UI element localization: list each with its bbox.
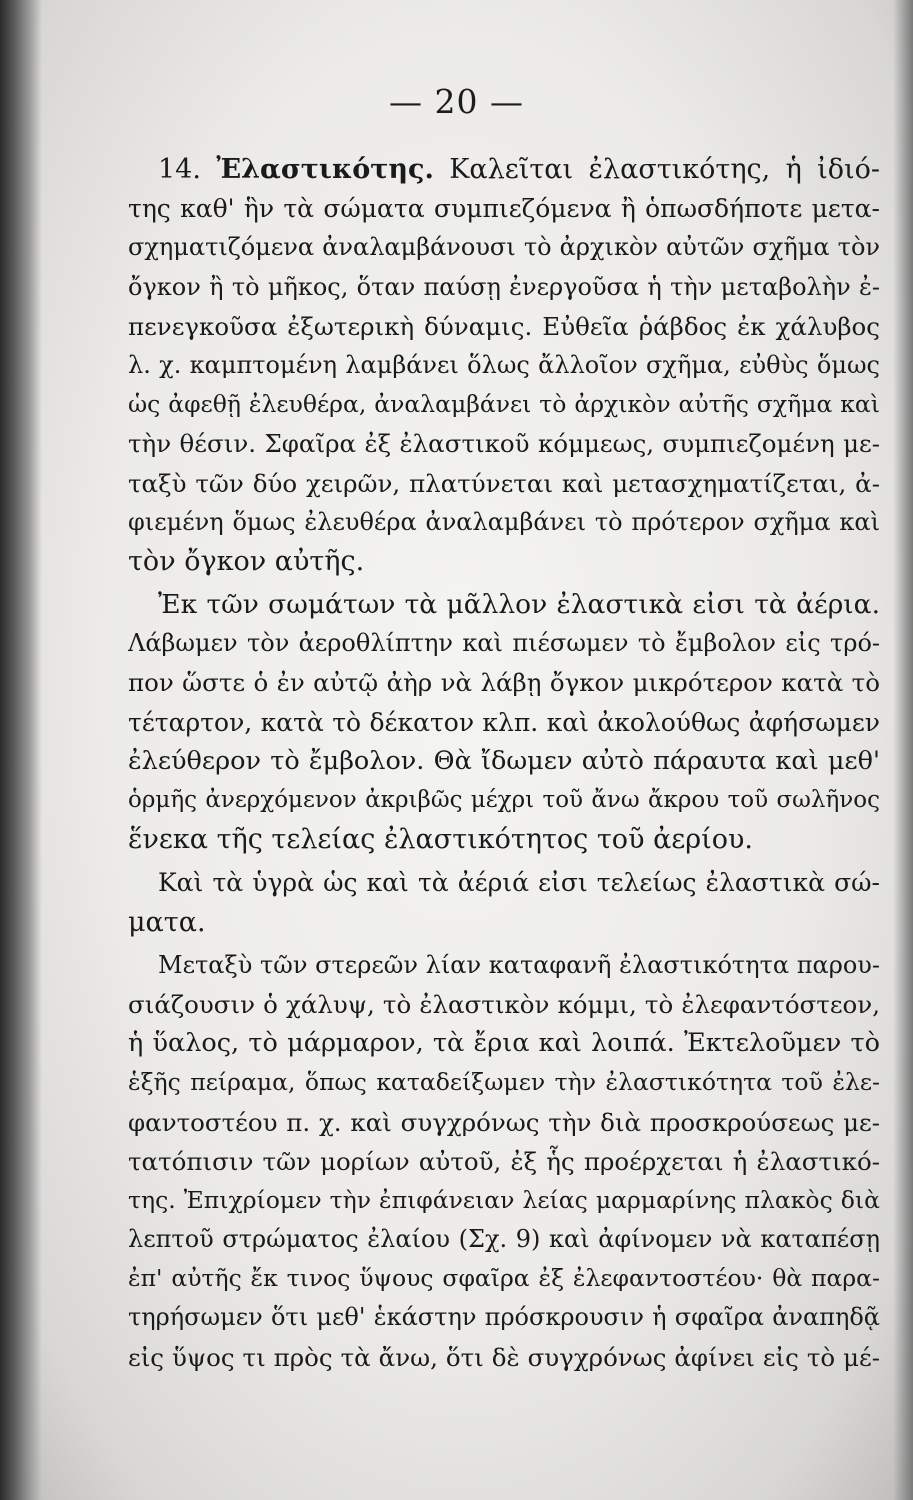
text-line: ἡ ὕαλος, τὸ μάρμαρον, τὰ ἔρια καὶ λοιπά. Ἐκτελοῦμεν τὸ — [128, 1028, 880, 1059]
section-number: 14. — [158, 154, 201, 185]
text-line: τὴν θέσιν. Σφαῖρα ἐξ ἐλαστικοῦ κόμμεως, συμπιεζομένη με- — [128, 429, 880, 459]
page-edge-shadow — [893, 0, 913, 1500]
text-line: ἐπ' αὐτῆς ἔκ τινος ὕψους σφαῖρα ἐξ ἐλεφαντοστέου· θὰ παρα- — [128, 1264, 880, 1293]
text-line: ματα. — [128, 906, 206, 938]
text-line: τηρήσωμεν ὅτι μεθ' ἑκάστην πρόσκρουσιν ἡ σφαῖρα ἀναπηδᾷ — [128, 1303, 880, 1332]
text-line: ὁρμῆς ἀνερχόμενον ἀκριβῶς μέχρι τοῦ ἄνω ἄκρου τοῦ σωλῆνος — [128, 787, 880, 813]
page-number: — 20 — — [389, 82, 524, 121]
text-line: πον ὥστε ὁ ἐν αὐτῷ ἀὴρ νὰ λάβῃ ὄγκον μικρότερον κατὰ τὸ — [128, 668, 880, 698]
text-line: ἕνεκα τῆς τελείας ἐλαστικότητος τοῦ ἀερίου. — [128, 824, 753, 856]
text-line: Καὶ τὰ ὑγρὰ ὡς καὶ τὰ ἀέριά εἰσι τελείως ἐλαστικὰ σώ- — [158, 868, 880, 898]
text-line: εἰς ὕψος τι πρὸς τὰ ἄνω, ὅτι δὲ συγχρόνως ἀφίνει εἰς τὸ μέ- — [128, 1342, 880, 1372]
body-text — [128, 150, 880, 1377]
text-line: φιεμένη ὅμως ἐλευθέρα ἀναλαμβάνει τὸ πρότερον σχῆμα καὶ — [128, 507, 880, 536]
text-line: τέταρτον, κατὰ τὸ δέκατον κλπ. καὶ ἀκολούθως ἀφήσωμεν — [128, 707, 880, 737]
text-line: της. Ἐπιχρίομεν τὴν ἐπιφάνειαν λείας μαρμαρίνης πλακὸς διὰ — [128, 1185, 880, 1214]
page-binding-shadow — [0, 0, 42, 1500]
text-line: Λάβωμεν τὸν ἀεροθλίπτην καὶ πιέσωμεν τὸ ἔμβολον εἰς τρό- — [128, 629, 880, 658]
text-line: Μεταξὺ τῶν στερεῶν λίαν καταφανῆ ἐλαστικότητα παρου- — [158, 950, 880, 979]
text-line: λ. χ. καμπτομένη λαμβάνει ὅλως ἄλλοῖον σχῆμα, εὐθὺς ὅμως — [128, 350, 880, 379]
text-line: της καθ' ἣν τὰ σώματα συμπιεζόμενα ἢ ὁπωσδήποτε μετα- — [128, 194, 880, 224]
text-line: σιάζουσιν ὁ χάλυψ, τὸ ἐλαστικὸν κόμμι, τὸ ἐλεφαντόστεον, — [128, 989, 880, 1019]
section-heading-line — [128, 150, 880, 189]
text-line: τὸν ὄγκον αὐτῆς. — [128, 545, 365, 577]
text-line: ἑξῆς πείραμα, ὅπως καταδείξωμεν τὴν ἐλαστικότητα τοῦ ἐλε- — [128, 1068, 880, 1097]
text-line: λεπτοῦ στρώματος ἐλαίου (Σχ. 9) καὶ ἀφίνομεν νὰ καταπέσῃ — [128, 1225, 880, 1254]
text-line: Ἐκ τῶν σωμάτων τὰ μᾶλλον ἐλαστικὰ εἰσι τὰ ἀέρια. — [158, 589, 880, 621]
text-line: ὄγκον ἢ τὸ μῆκος, ὅταν παύσῃ ἐνεργοῦσα ἡ τὴν μεταβολὴν ἐ- — [128, 272, 880, 301]
text-line: Καλεῖται ἐλαστικότης, ἡ ἰδιό- — [449, 154, 880, 185]
text-line: ὡς ἀφεθῇ ἐλευθέρα, ἀναλαμβάνει τὸ ἀρχικὸν αὐτῆς σχῆμα καὶ — [128, 390, 880, 419]
text-line: πενεγκοῦσα ἐξωτερικὴ δύναμις. Εὐθεῖα ῥάβδος ἐκ χάλυβος — [128, 311, 880, 341]
text-line: φαντοστέου π. χ. καὶ συγχρόνως τὴν διὰ προσκρούσεως με- — [128, 1107, 880, 1137]
text-line: τατόπισιν τῶν μορίων αὐτοῦ, ἐξ ἧς προέρχεται ἡ ἐλαστικό- — [128, 1146, 880, 1176]
text-line: ταξὺ τῶν δύο χειρῶν, πλατύνεται καὶ μετασχηματίζεται, ἀ- — [128, 468, 880, 498]
section-title: Ἐλαστικότης. — [216, 154, 434, 185]
text-line: ἐλεύθερον τὸ ἔμβολον. Θὰ ἴδωμεν αὐτὸ πάραυτα καὶ μεθ' — [128, 745, 880, 776]
text-line: σχηματιζόμενα ἀναλαμβάνουσι τὸ ἀρχικὸν αὐτῶν σχῆμα τὸν — [128, 233, 880, 262]
